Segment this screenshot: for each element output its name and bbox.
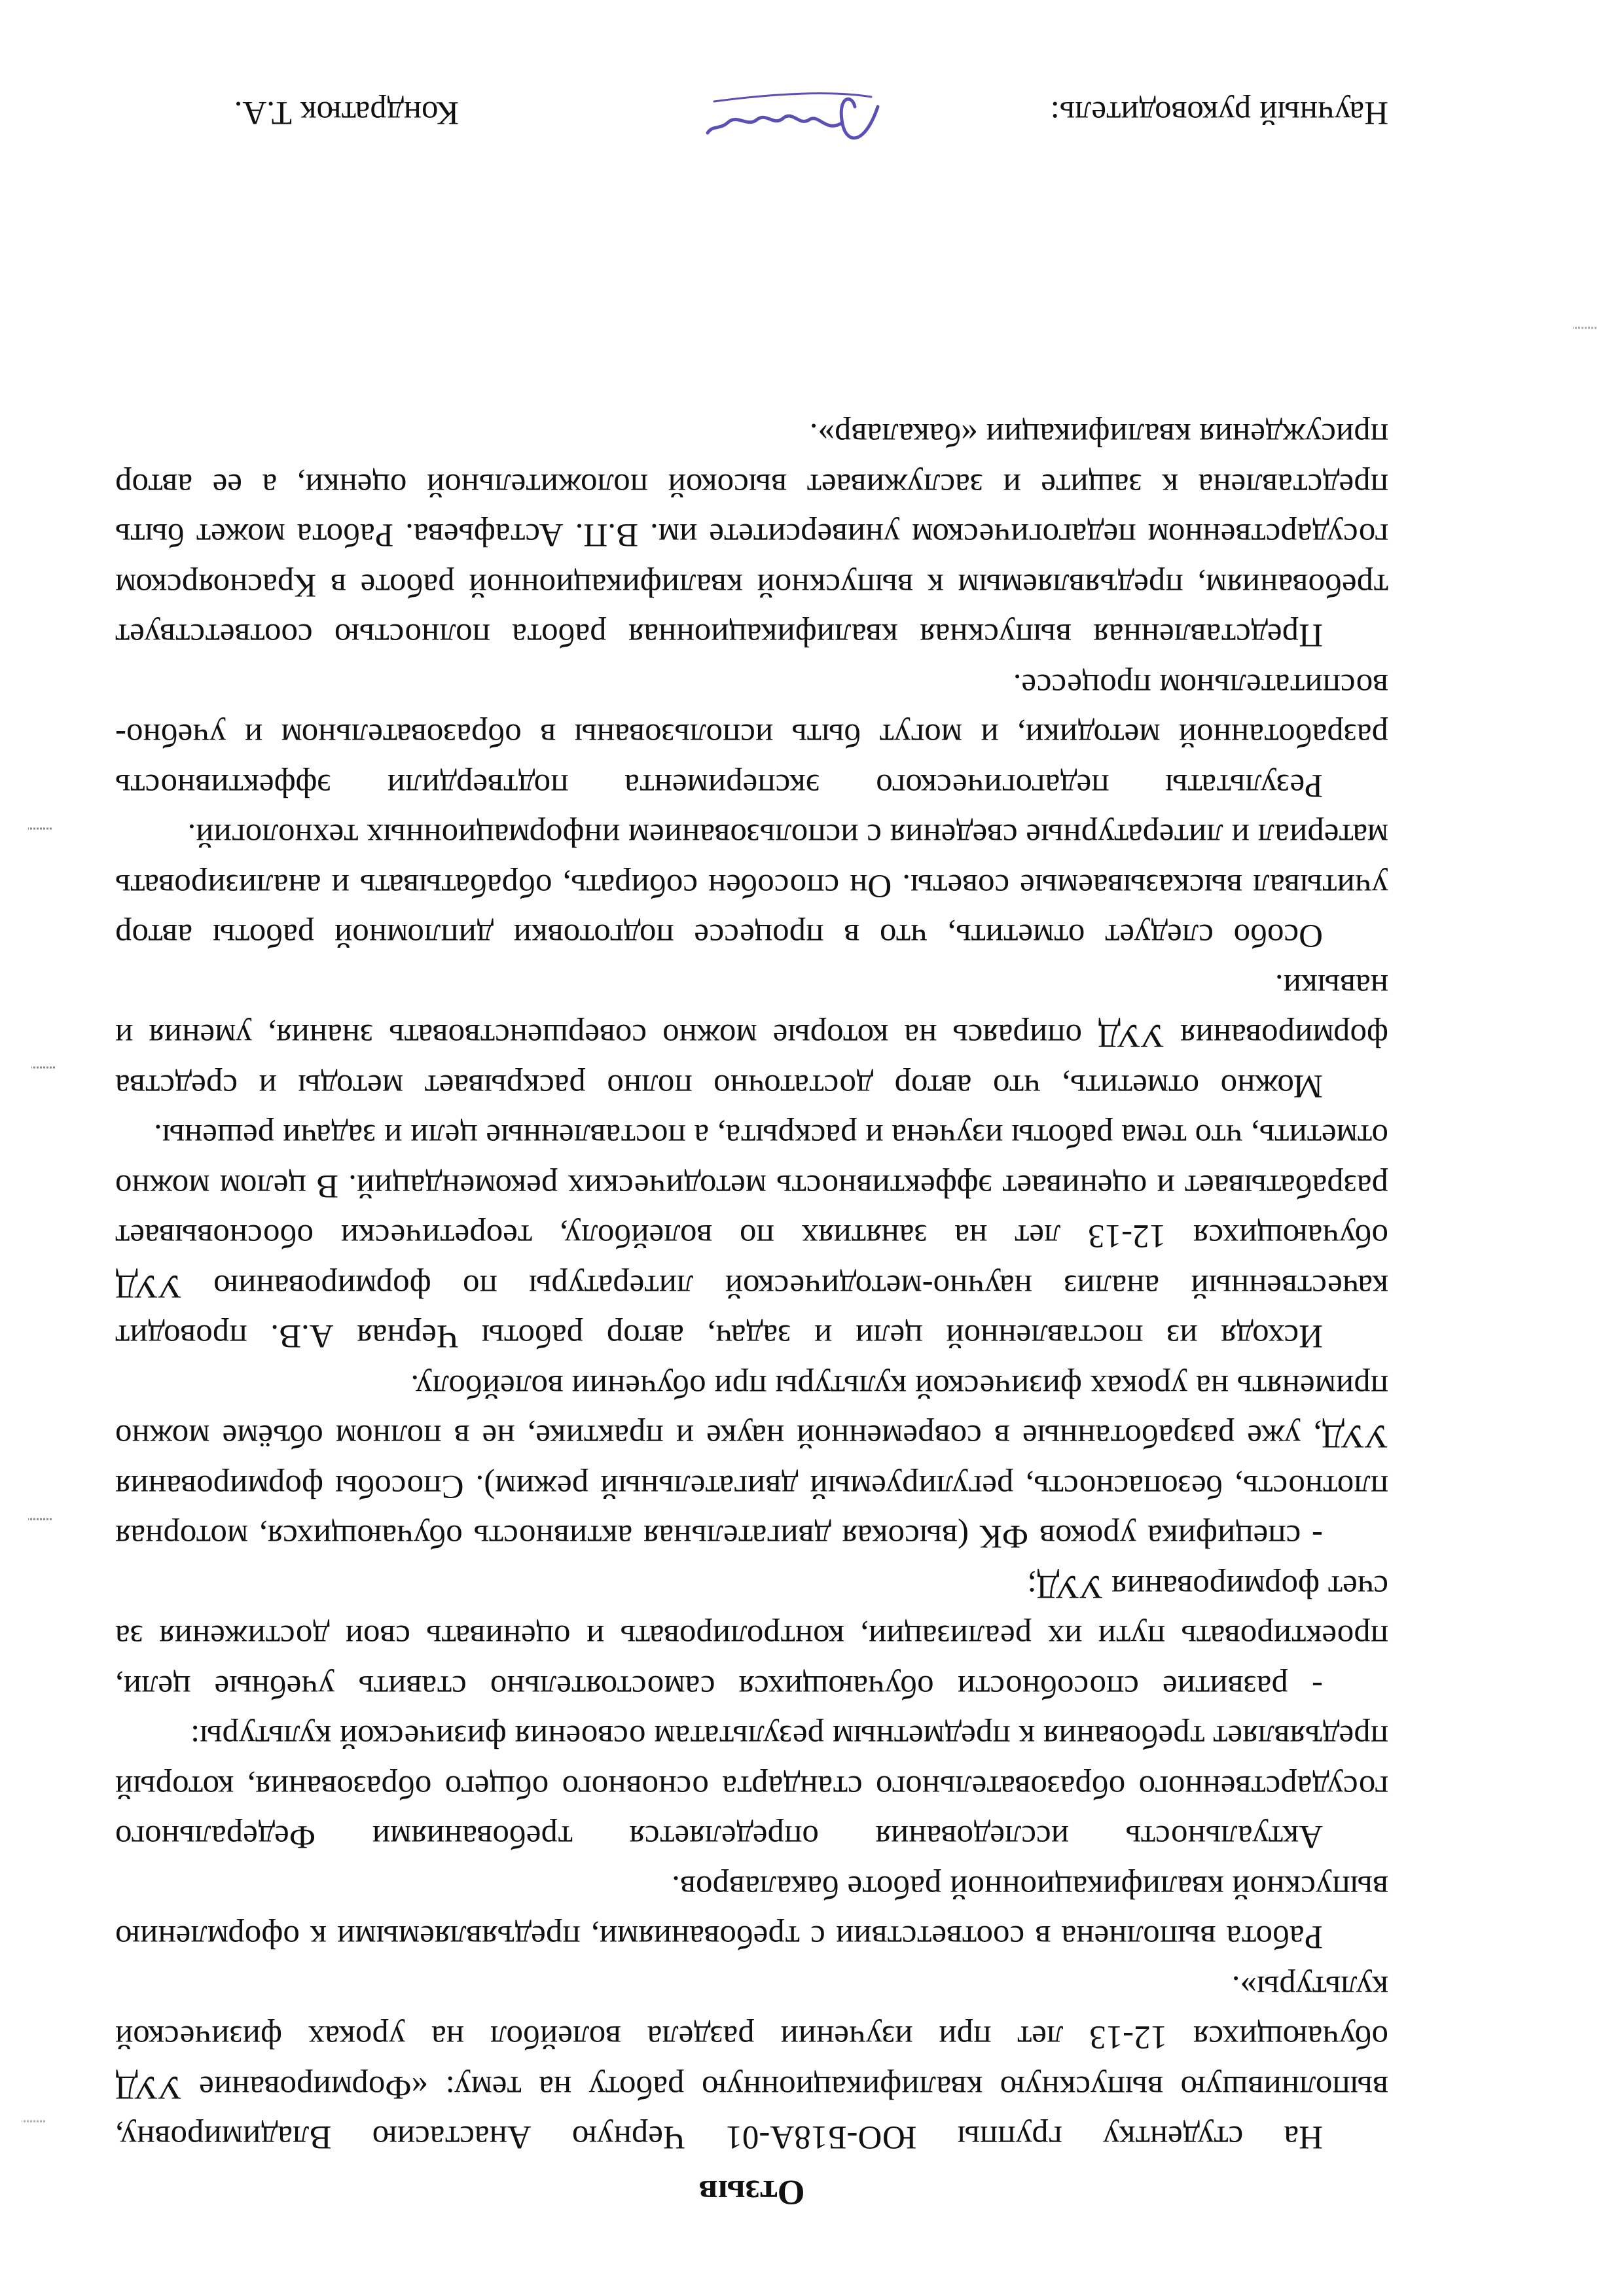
scan-mark (1572, 323, 1598, 332)
scan-mark (27, 824, 53, 833)
paragraph-analysis: Исходя из поставленной цели и задач, автор работы Черная А.В. проводит качественный анализ научно-методической литературы по формированию УУД обучающихся 12-13 лет на занятиях по волейболу, теоретически обосновывает разрабатывает и оценивает эффективность методических рекомендаций. В целом можно отметить, что тема работы изучена и раскрыта, а поставленные цели и задачи решены. (115, 1117, 1388, 1355)
supervisor-label: Научный руководитель: (1050, 94, 1388, 131)
paragraph-methods: Можно отметить, что автор достаточно полно раскрывает методы и средства формирования УУД опираясь на которые можно совершенствовать знания, умения и навыки. (115, 967, 1388, 1104)
scan-mark (27, 1515, 53, 1524)
paragraph-relevance: Актуальность исследования определяется требованиями Федерального государственного образовательного стандарта основного общего образования, который предъявляет требования к предметным результатам освоения физической культуры: (115, 1718, 1388, 1856)
paragraph-results: Результаты педагогического эксперимента подтвердили эффективность разработанной методики, и могут быть использованы в образовательном и учебно-воспитательном процессе. (115, 667, 1388, 804)
scan-mark (20, 2117, 46, 2126)
paragraph-bullet-2: - специфика уроков ФК (высокая двигательная активность обучающихся, моторная плотность, безопасность, регулируемый двигательный режим). Способы формирования УУД, уже разработанные в современной науке и практике, не в полном объёме можно применять на уроках физической культуры при обучении волейболу. (115, 1368, 1388, 1555)
paragraph-bullet-1: - развитие способности обучающихся самостоятельно ставить учебные цели, проектировать пути их реализации, контролировать и оценивать свои достижения за счет формирования УУД; (115, 1568, 1388, 1705)
paragraph-compliance: Работа выполнена в соответствии с требованиями, предъявляемыми к оформлению выпускной квалификационной работе бакалавров. (115, 1869, 1388, 1956)
handwritten-signature (695, 81, 891, 159)
review-body (115, 410, 1388, 2217)
supervisor-name: Кондратюк Т.А. (234, 94, 459, 131)
paragraph-advice: Особо следует отметить, что в процессе подготовки дипломной работы автор учитывал высказываемые советы. Он способен собирать, обрабатывать и анализировать материал и литературные сведения с использованием информационных технологий. (115, 817, 1388, 954)
paragraph-conclusion: Представленная выпускная квалификационная работа полностью соответствует требованиям, предъявляемым к выпускной квалификационной работе в Красноярском государственном педагогическом университете им. В.П. Астафьева. Работа может быть представлена к защите и заслуживает высокой положительной оценки, а ее автор присуждения квалификации «бакалавр». (115, 416, 1388, 654)
paragraph-intro: На студентку группы ЮО-Б18А-01 Черную Анастасию Владимировну, выполнившую выпускную квалификационную работу на тему: «Формирование УУД обучающихся 12-13 лет при изучении раздела волейбол на уроках физической культуры». (115, 1969, 1388, 2156)
signature-block (115, 74, 1388, 159)
document-title: Отзыв (698, 2173, 805, 2212)
scan-mark (30, 1063, 56, 1072)
